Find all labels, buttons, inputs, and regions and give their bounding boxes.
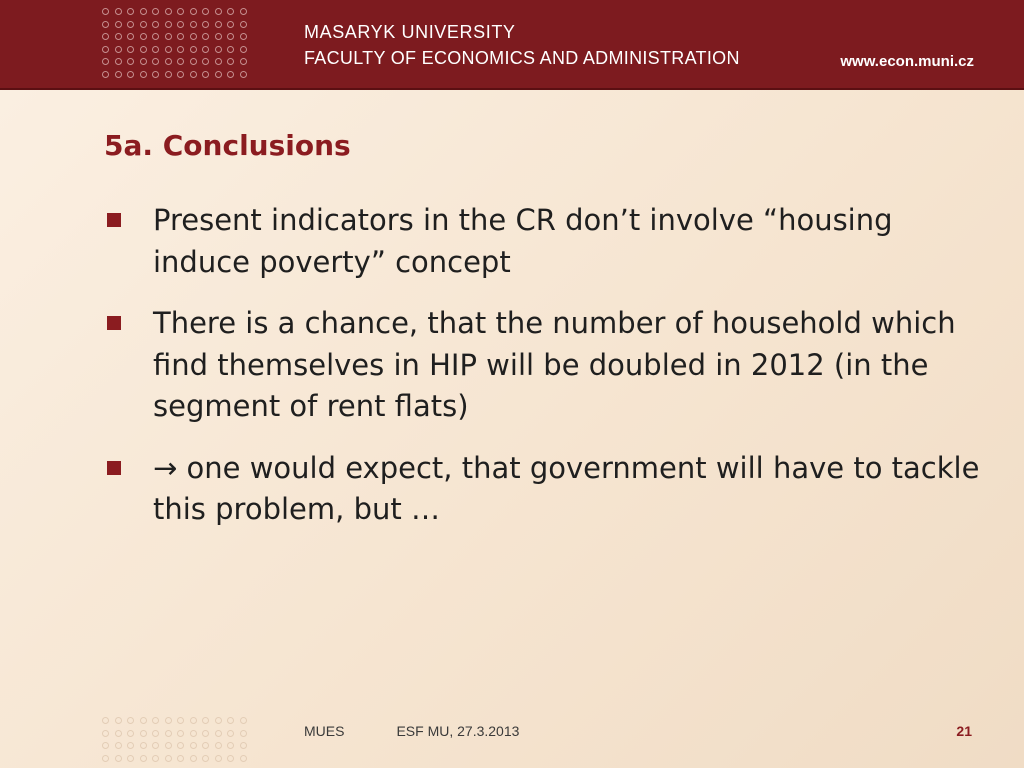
pattern-dot bbox=[152, 46, 159, 53]
pattern-dot bbox=[215, 21, 222, 28]
pattern-dot bbox=[127, 58, 134, 65]
pattern-dot bbox=[240, 717, 247, 724]
pattern-dot bbox=[240, 33, 247, 40]
pattern-dot bbox=[177, 742, 184, 749]
pattern-dot bbox=[102, 755, 109, 762]
pattern-dot bbox=[202, 21, 209, 28]
pattern-dot bbox=[152, 71, 159, 78]
bullet-item bbox=[104, 448, 984, 531]
footer-dot-pattern-icon bbox=[100, 715, 250, 765]
pattern-dot bbox=[127, 717, 134, 724]
pattern-dot bbox=[227, 8, 234, 15]
pattern-dot bbox=[215, 717, 222, 724]
pattern-dot bbox=[227, 730, 234, 737]
pattern-dot bbox=[165, 46, 172, 53]
university-name: MASARYK UNIVERSITY bbox=[304, 22, 516, 42]
pattern-dot bbox=[115, 33, 122, 40]
pattern-dot bbox=[127, 71, 134, 78]
pattern-dot bbox=[127, 46, 134, 53]
pattern-dot bbox=[152, 58, 159, 65]
bullet-item bbox=[104, 200, 984, 283]
pattern-dot bbox=[115, 717, 122, 724]
pattern-dot bbox=[202, 8, 209, 15]
pattern-dot bbox=[177, 71, 184, 78]
bullet-text: → one would expect, that government will have to tackle this problem, but … bbox=[153, 450, 980, 526]
pattern-dot bbox=[190, 755, 197, 762]
pattern-dot bbox=[115, 742, 122, 749]
pattern-dot bbox=[227, 717, 234, 724]
pattern-dot bbox=[202, 755, 209, 762]
pattern-dot bbox=[102, 58, 109, 65]
pattern-dot bbox=[240, 46, 247, 53]
pattern-dot bbox=[202, 46, 209, 53]
pattern-dot bbox=[152, 33, 159, 40]
pattern-dot bbox=[215, 33, 222, 40]
pattern-dot bbox=[152, 8, 159, 15]
pattern-dot bbox=[190, 58, 197, 65]
pattern-dot bbox=[115, 58, 122, 65]
bullet-text: Present indicators in the CR don’t involve “housing induce poverty” concept bbox=[153, 203, 893, 279]
pattern-dot bbox=[152, 742, 159, 749]
page-number: 21 bbox=[956, 723, 972, 739]
pattern-dot bbox=[215, 730, 222, 737]
bullet-item bbox=[104, 303, 984, 428]
pattern-dot bbox=[127, 730, 134, 737]
pattern-dot bbox=[165, 8, 172, 15]
pattern-dot bbox=[115, 730, 122, 737]
pattern-dot bbox=[227, 755, 234, 762]
pattern-dot bbox=[140, 742, 147, 749]
pattern-dot bbox=[102, 730, 109, 737]
pattern-dot bbox=[190, 8, 197, 15]
pattern-dot bbox=[165, 755, 172, 762]
faculty-name: FACULTY OF ECONOMICS AND ADMINISTRATION bbox=[304, 48, 740, 68]
pattern-dot bbox=[140, 21, 147, 28]
bullet-list bbox=[104, 200, 984, 551]
bullet-text: There is a chance, that the number of household which find themselves in HIP will be doubled in 2012 (in the segment of rent flats) bbox=[153, 306, 956, 423]
square-bullet-icon bbox=[107, 213, 121, 227]
pattern-dot bbox=[227, 33, 234, 40]
pattern-dot bbox=[227, 742, 234, 749]
pattern-dot bbox=[140, 46, 147, 53]
pattern-dot bbox=[127, 742, 134, 749]
pattern-dot bbox=[177, 755, 184, 762]
pattern-dot bbox=[165, 21, 172, 28]
pattern-dot bbox=[215, 46, 222, 53]
pattern-dot bbox=[152, 717, 159, 724]
pattern-dot bbox=[165, 58, 172, 65]
pattern-dot bbox=[177, 46, 184, 53]
footer-info bbox=[304, 723, 519, 739]
pattern-dot bbox=[177, 58, 184, 65]
pattern-dot bbox=[190, 33, 197, 40]
pattern-dot bbox=[202, 717, 209, 724]
pattern-dot bbox=[152, 730, 159, 737]
pattern-dot bbox=[227, 21, 234, 28]
pattern-dot bbox=[240, 742, 247, 749]
pattern-dot bbox=[215, 8, 222, 15]
pattern-dot bbox=[115, 46, 122, 53]
pattern-dot bbox=[102, 46, 109, 53]
pattern-dot bbox=[202, 58, 209, 65]
pattern-dot bbox=[240, 21, 247, 28]
header-bar bbox=[0, 0, 1024, 90]
pattern-dot bbox=[102, 717, 109, 724]
pattern-dot bbox=[127, 8, 134, 15]
pattern-dot bbox=[240, 8, 247, 15]
pattern-dot bbox=[177, 717, 184, 724]
pattern-dot bbox=[165, 730, 172, 737]
pattern-dot bbox=[190, 46, 197, 53]
square-bullet-icon bbox=[107, 316, 121, 330]
pattern-dot bbox=[115, 71, 122, 78]
pattern-dot bbox=[165, 742, 172, 749]
pattern-dot bbox=[202, 742, 209, 749]
pattern-dot bbox=[227, 71, 234, 78]
pattern-dot bbox=[177, 730, 184, 737]
pattern-dot bbox=[165, 33, 172, 40]
pattern-dot bbox=[115, 755, 122, 762]
pattern-dot bbox=[102, 33, 109, 40]
pattern-dot bbox=[140, 755, 147, 762]
pattern-dot bbox=[140, 58, 147, 65]
pattern-dot bbox=[140, 71, 147, 78]
pattern-dot bbox=[240, 71, 247, 78]
pattern-dot bbox=[152, 755, 159, 762]
pattern-dot bbox=[127, 755, 134, 762]
pattern-dot bbox=[190, 730, 197, 737]
pattern-dot bbox=[202, 33, 209, 40]
square-bullet-icon bbox=[107, 461, 121, 475]
pattern-dot bbox=[165, 71, 172, 78]
pattern-dot bbox=[102, 71, 109, 78]
pattern-dot bbox=[190, 742, 197, 749]
pattern-dot bbox=[215, 58, 222, 65]
pattern-dot bbox=[127, 21, 134, 28]
pattern-dot bbox=[177, 33, 184, 40]
pattern-dot bbox=[140, 8, 147, 15]
pattern-dot bbox=[140, 717, 147, 724]
pattern-dot bbox=[240, 730, 247, 737]
pattern-dot bbox=[227, 58, 234, 65]
pattern-dot bbox=[115, 21, 122, 28]
pattern-dot bbox=[190, 71, 197, 78]
footer-event: ESF MU, 27.3.2013 bbox=[396, 723, 520, 739]
pattern-dot bbox=[140, 33, 147, 40]
pattern-dot bbox=[240, 755, 247, 762]
pattern-dot bbox=[102, 742, 109, 749]
slide-title: 5a. Conclusions bbox=[104, 129, 351, 162]
footer-label: MUES bbox=[304, 723, 345, 739]
pattern-dot bbox=[215, 71, 222, 78]
pattern-dot bbox=[215, 755, 222, 762]
pattern-dot bbox=[177, 21, 184, 28]
pattern-dot bbox=[127, 33, 134, 40]
pattern-dot bbox=[165, 717, 172, 724]
pattern-dot bbox=[115, 8, 122, 15]
pattern-dot bbox=[140, 730, 147, 737]
website-url[interactable]: www.econ.muni.cz bbox=[840, 53, 974, 70]
pattern-dot bbox=[190, 717, 197, 724]
pattern-dot bbox=[240, 58, 247, 65]
dot-pattern-logo-icon bbox=[100, 6, 250, 81]
pattern-dot bbox=[202, 730, 209, 737]
pattern-dot bbox=[102, 8, 109, 15]
pattern-dot bbox=[152, 21, 159, 28]
pattern-dot bbox=[102, 21, 109, 28]
pattern-dot bbox=[215, 742, 222, 749]
pattern-dot bbox=[227, 46, 234, 53]
pattern-dot bbox=[190, 21, 197, 28]
pattern-dot bbox=[177, 8, 184, 15]
pattern-dot bbox=[202, 71, 209, 78]
